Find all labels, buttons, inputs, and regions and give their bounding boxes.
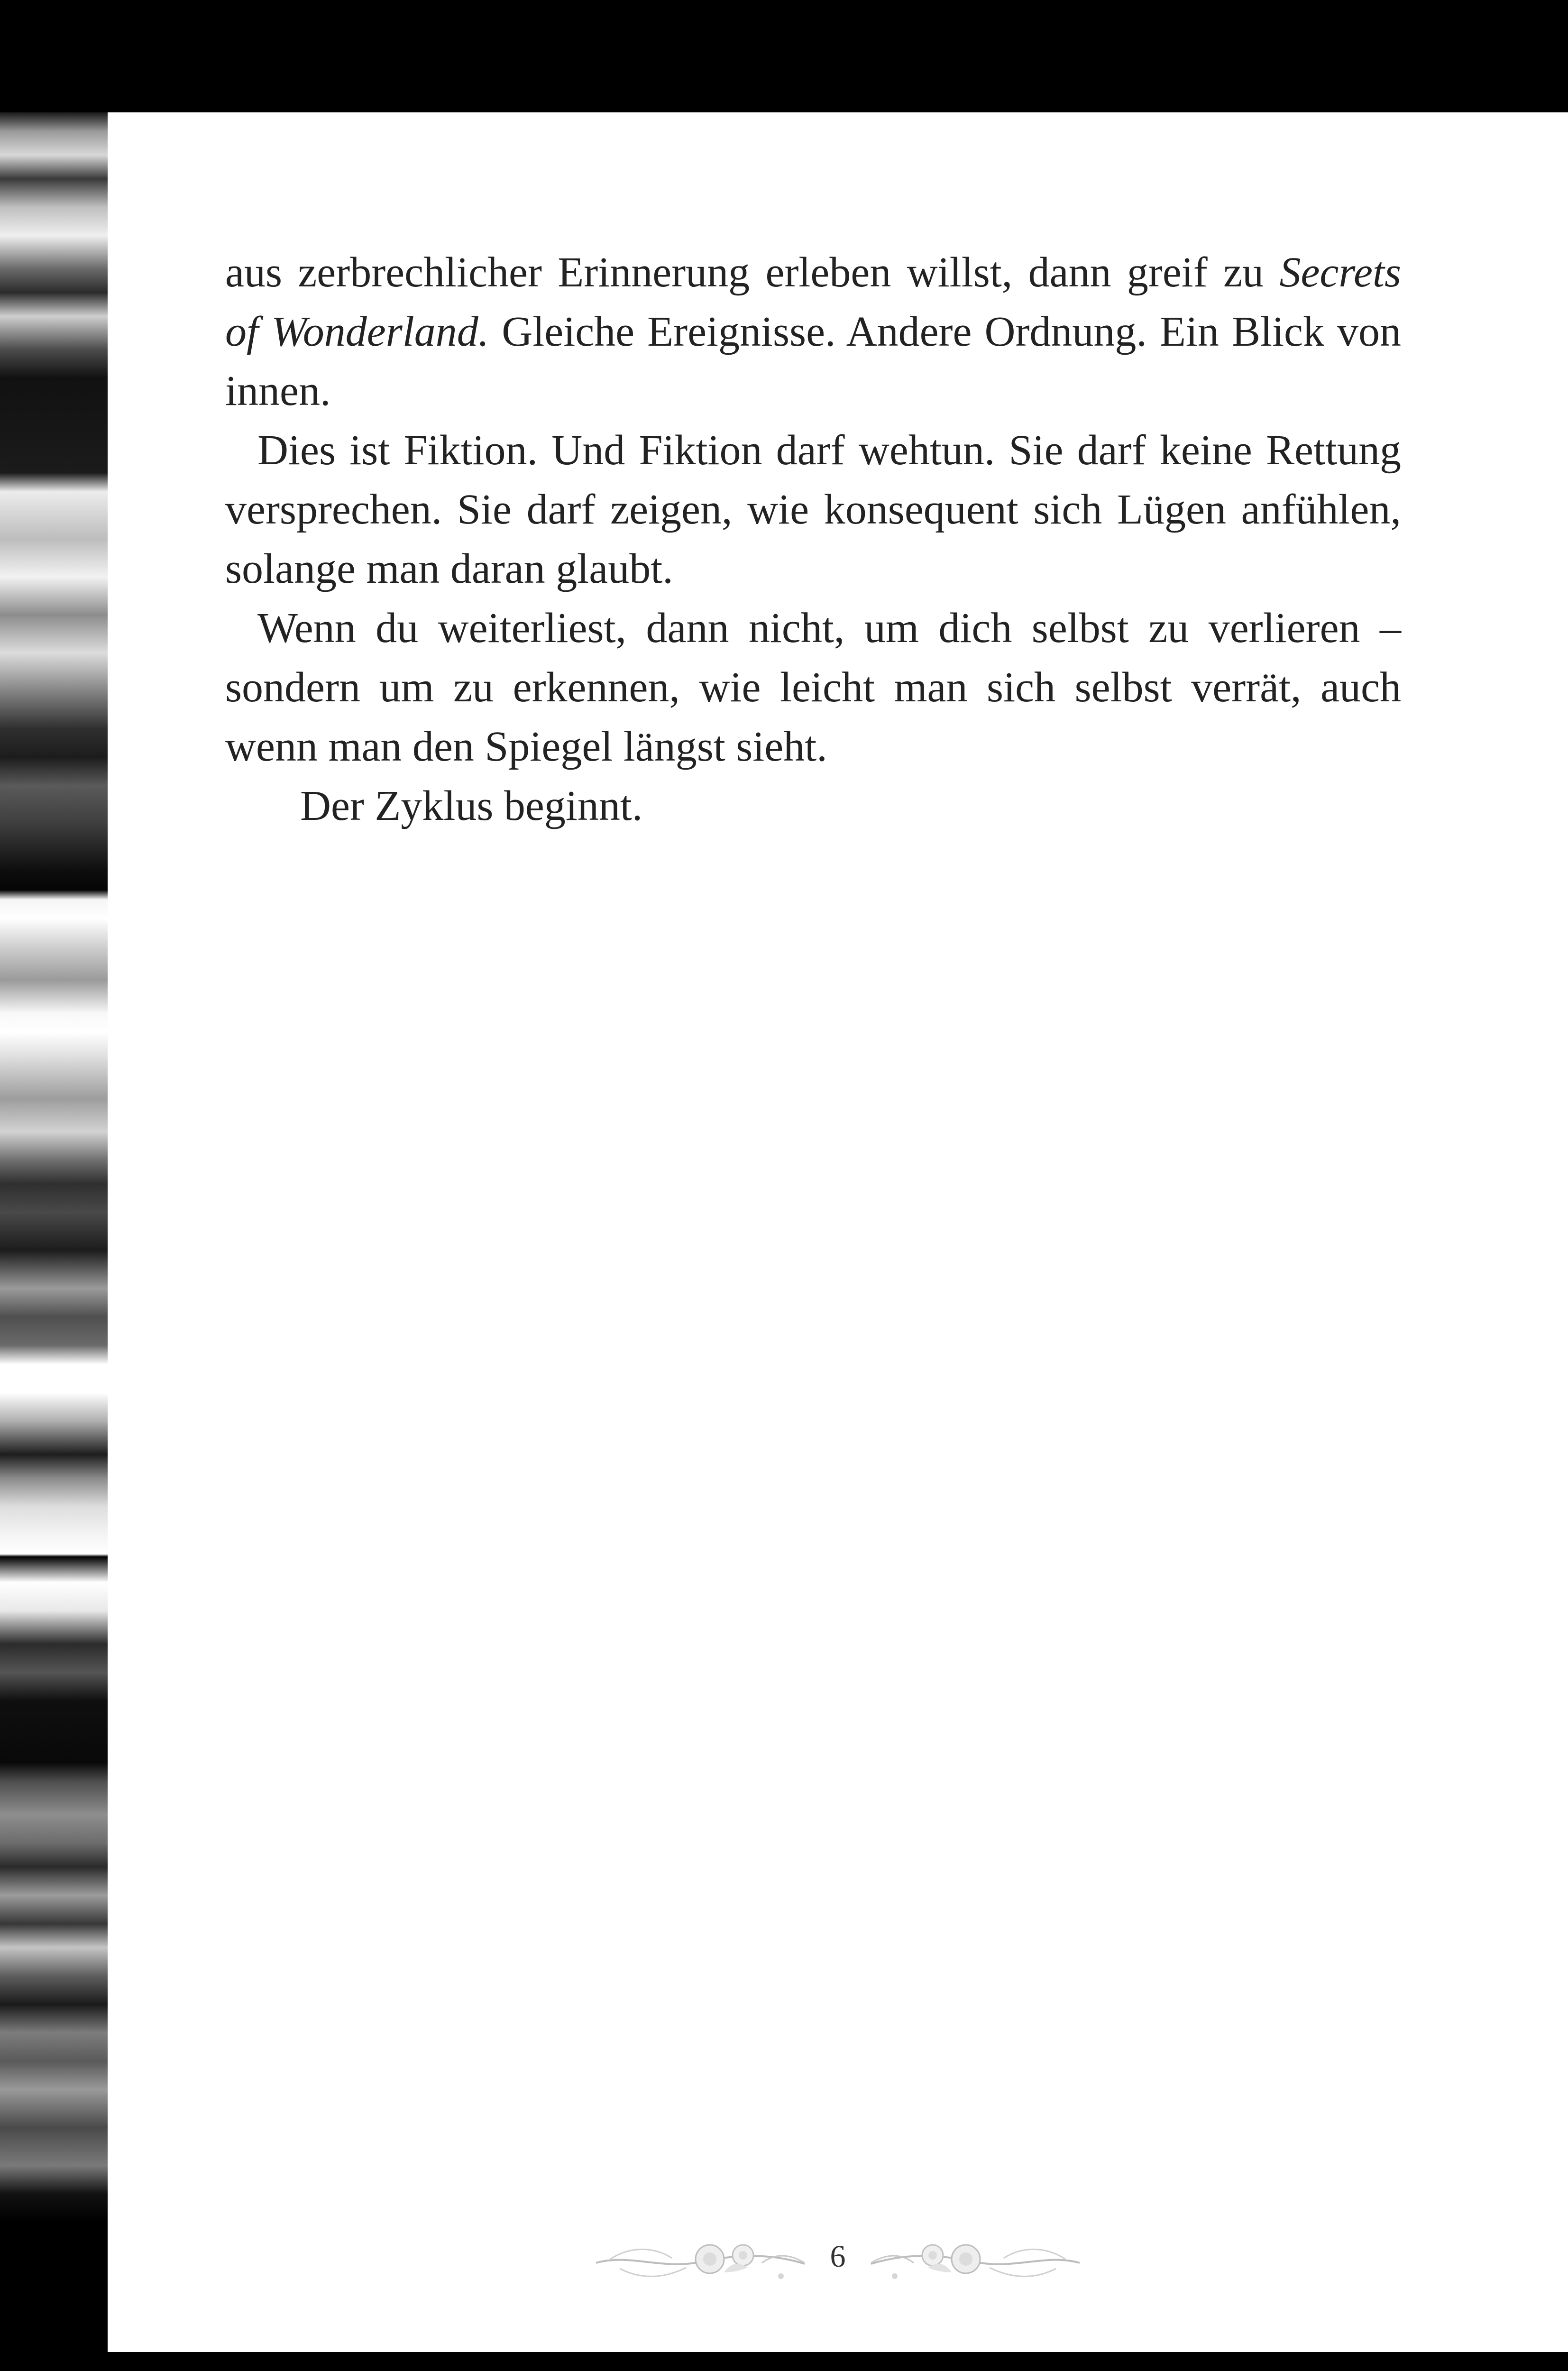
top-black-bar [0, 0, 1568, 112]
page-number: 6 [830, 2239, 846, 2274]
bottom-black-bar [0, 2352, 1568, 2371]
body-text [225, 243, 1401, 836]
floral-ornament-icon [591, 2225, 809, 2296]
left-edge-strip [0, 112, 108, 2352]
paragraph-3: Wenn du weiterliest, dann nicht, um dich selbst zu verlieren – sondern um zu erkennen, wie leicht man sich selbst verrät, auch wenn man den Spiegel längst sieht. [225, 605, 1401, 770]
paragraph-2: Dies ist Fiktion. Und Fiktion darf wehtun. Sie darf keine Rettung versprechen. Sie darf zeigen, wie konsequent sich Lügen anfühlen, solange man daran glaubt. [225, 427, 1401, 592]
paragraph-1 [225, 243, 1401, 421]
paragraph-1-text-a: aus zerbrechlicher Erinnerung erleben willst, dann greif zu [225, 249, 1280, 296]
book-page [108, 112, 1568, 2352]
page-footer [591, 2225, 1084, 2296]
floral-ornament-icon [866, 2225, 1084, 2296]
book-title-reference: Secrets of Wonderland. [225, 249, 1401, 355]
paragraph-1-text-b: Gleiche Ereignisse. Andere Ordnung. Ein Blick von innen. [225, 308, 1401, 414]
paragraph-4: Der Zyklus beginnt. [300, 782, 643, 829]
